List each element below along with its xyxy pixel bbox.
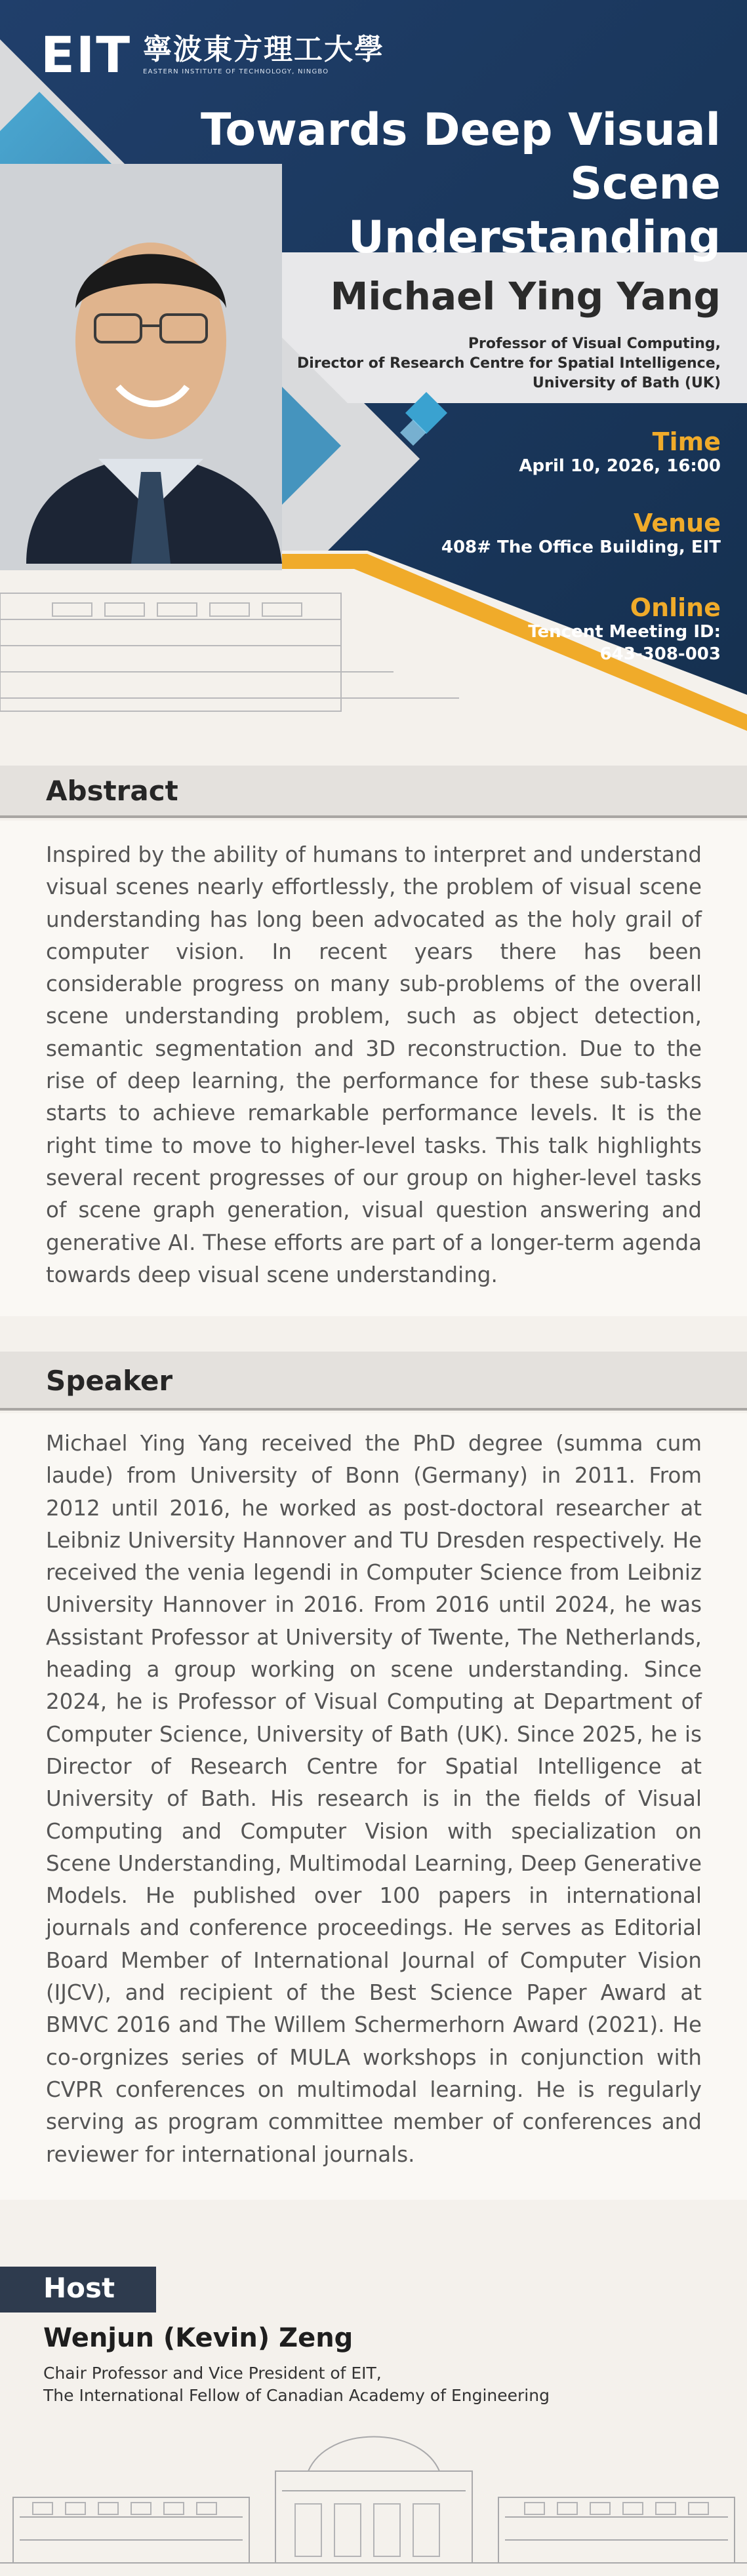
host-tag xyxy=(0,2267,156,2313)
time-label: Time xyxy=(652,427,721,456)
affiliation-line: University of Bath (UK) xyxy=(532,375,721,391)
speaker-header xyxy=(0,1352,747,1411)
speaker-affiliation xyxy=(262,334,721,393)
talk-title-line1: Towards Deep Visual Scene xyxy=(201,104,721,210)
meeting-id[interactable]: 643-308-003 xyxy=(599,644,721,664)
abstract-header xyxy=(0,766,747,818)
host-role-line: Chair Professor and Vice President of EIT, xyxy=(43,2364,382,2383)
host-heading: Host xyxy=(43,2272,115,2304)
campus-building-sketch xyxy=(0,2419,747,2576)
affiliation-line: Professor of Visual Computing, xyxy=(468,336,721,352)
logo-english-name: EASTERN INSTITUTE OF TECHNOLOGY, NINGBO xyxy=(143,68,329,75)
abstract-text: Inspired by the ability of humans to interpret and understand visual scenes nearly effortlessly, the problem of visual scene understanding has long been advocated as the holy grail of computer vision. In recent years there has been considerable progress on many sub-problems of the overall scene understanding problem, such as object detection, semantic segmentation and 3D reconstruction. Due to the rise of deep learning, the performance for these sub-tasks starts to achieve remarkable performance levels. It is the right time to move to higher-level tasks. This talk highlights several recent progresses of our group on higher-level tasks of scene graph generation, visual question answering and generative AI. These efforts are part of a longer-term agenda towards deep visual scene understanding. xyxy=(46,842,702,1287)
venue-value: 408# The Office Building, EIT xyxy=(441,537,721,557)
logo-mark: EIT xyxy=(41,26,132,84)
host-name: Wenjun (Kevin) Zeng xyxy=(43,2323,353,2353)
time-value: April 10, 2026, 16:00 xyxy=(519,456,721,476)
speaker-heading: Speaker xyxy=(46,1365,173,1397)
affiliation-line: Director of Research Centre for Spatial Intelligence, xyxy=(296,355,721,372)
hero-banner xyxy=(0,0,747,747)
logo-chinese-name: 寧波東方理工大學 xyxy=(143,33,385,67)
venue-label: Venue xyxy=(634,509,721,537)
abstract-heading: Abstract xyxy=(46,775,178,807)
online-meeting-id xyxy=(528,621,721,665)
eit-logo[interactable] xyxy=(41,26,385,84)
online-line: Tencent Meeting ID: xyxy=(528,622,721,642)
talk-title-line2: Understanding xyxy=(348,212,721,263)
speaker-name: Michael Ying Yang xyxy=(330,274,721,319)
talk-title xyxy=(131,104,721,265)
online-label: Online xyxy=(630,593,721,622)
host-role-line: The International Fellow of Canadian Academy of Engineering xyxy=(43,2386,550,2405)
speaker-bio: Michael Ying Yang received the PhD degree (summa cum laude) from University of Bonn (Germany) in 2011. From 2012 until 2016, he worked as post-doctoral researcher at Leibniz University Hannover and TU Dresden respectively. He received the venia legendi in Computer Science from Leibniz University Hannover in 2016. From 2016 until 2024, he was Assistant Professor at University of Twente, The Netherlands, heading a group working on scene understanding. Since 2024, he is Professor of Visual Computing at Department of Computer Science, University of Bath (UK). Since 2025, he is Director of Research Centre for Spatial Intelligence at University of Bath. His research is in the fields of Visual Computing and Computer Vision with specialization on Scene Understanding, Multimodal Learning, Deep Generative Models. He published over 100 papers in international journals and conference proceedings. He serves as Editorial Board Member of International Journal of Computer Vision (IJCV), and recipient of the Best Science Paper Award at BMVC 2016 and The Willem Schermerhorn Award (2021). He co-orgnizes series of MULA workshops in conjunction with CVPR conferences on multimodal learning. He is regularly serving as program committee member of conferences and reviewer for international journals. xyxy=(46,1431,702,2167)
host-role xyxy=(43,2362,550,2407)
